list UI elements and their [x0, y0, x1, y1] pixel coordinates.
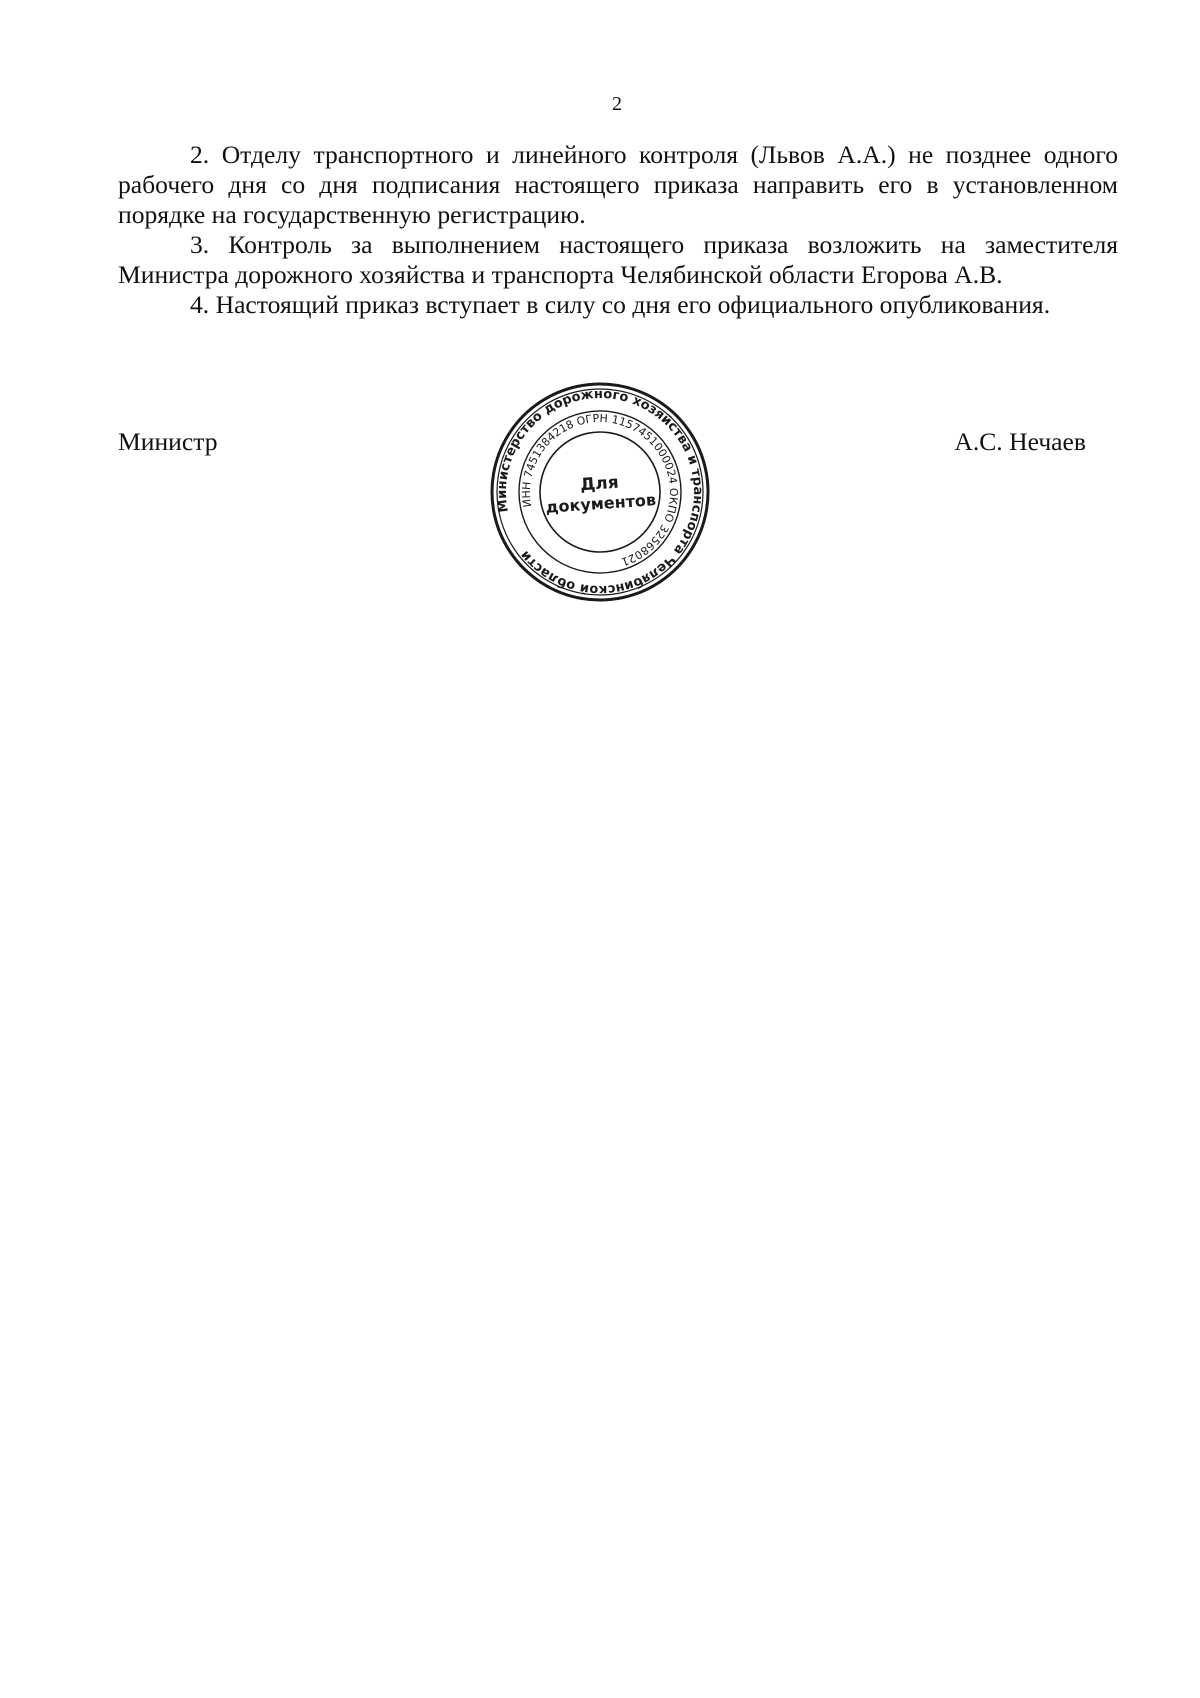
official-seal	[482, 381, 718, 603]
order-body	[118, 140, 1118, 320]
signatory-name: А.С. Нечаев	[954, 427, 1086, 456]
seal-center-line-1: Для	[579, 472, 620, 496]
seal-inner-text: ИНН 7451384218 ОГРН 1157451000024 ОКПО 32568021	[519, 411, 681, 569]
paragraph-2: 2. Отделу транспортного и линейного контроля (Львов А.А.) не позднее одного рабочего дня со дня подписания настоящего приказа направить его в установленном порядке на государственную регистрацию.	[118, 140, 1118, 229]
seal-center-line-2: документов	[544, 490, 657, 517]
seal-outer-text: Министерство дорожного хозяйства и транспорта Челябинской области	[494, 386, 706, 598]
paragraph-4: 4. Настоящий приказ вступает в силу со дня его официального опубликования.	[190, 290, 1051, 319]
signatory-position: Министр	[118, 427, 218, 456]
paragraph-3: 3. Контроль за выполнением настоящего приказа возложить на заместителя Министра дорожного хозяйства и транспорта Челябинской области Егорова А.В.	[118, 230, 1118, 289]
page-number: 2	[612, 93, 622, 115]
